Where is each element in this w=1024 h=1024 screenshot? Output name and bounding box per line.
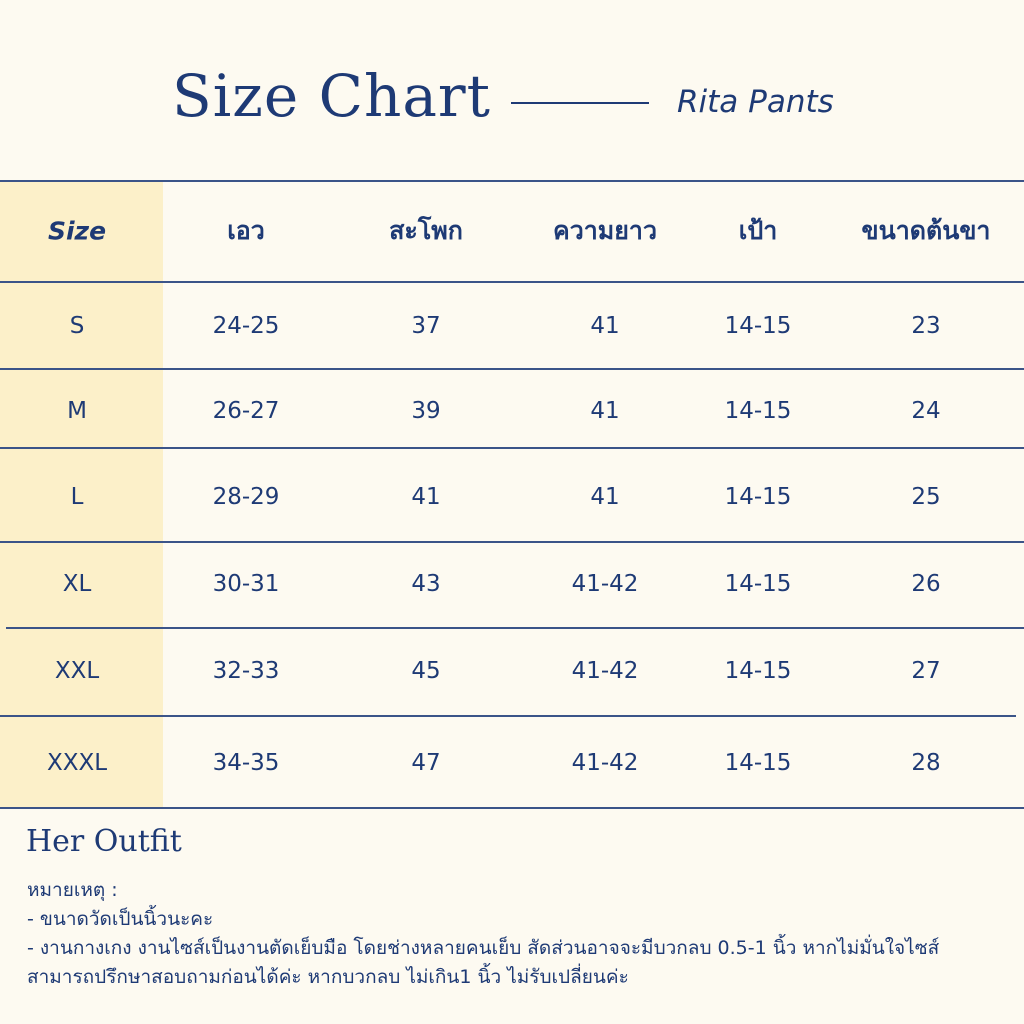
table-bottom-rule xyxy=(0,807,1024,809)
row-divider xyxy=(0,281,1024,283)
measurement-cell-thigh: 23 xyxy=(911,313,941,339)
size-label: XL xyxy=(62,571,92,597)
column-header-hip: สะโพก xyxy=(389,216,463,245)
size-label: XXXL xyxy=(46,750,108,776)
column-header-rise: เป้า xyxy=(738,216,778,245)
measurement-cell-length: 41-42 xyxy=(571,658,639,684)
title-divider xyxy=(511,102,649,104)
measurement-cell-length: 41 xyxy=(590,313,620,339)
measurement-cell-thigh: 25 xyxy=(911,484,941,510)
measurement-cell-rise: 14-15 xyxy=(724,571,792,597)
measurement-cell-waist: 34-35 xyxy=(212,750,280,776)
measurement-cell-hip: 37 xyxy=(411,313,441,339)
size-label: S xyxy=(69,313,85,339)
measurement-cell-waist: 28-29 xyxy=(212,484,280,510)
measurement-cell-rise: 14-15 xyxy=(724,313,792,339)
row-divider xyxy=(0,715,1016,717)
measurement-cell-thigh: 24 xyxy=(911,398,941,424)
measurement-cell-thigh: 26 xyxy=(911,571,941,597)
note-line: สามารถปรึกษาสอบถามก่อนได้ค่ะ หากบวกลบ ไม่เกิน1 นิ้ว ไม่รับเปลี่ยนค่ะ xyxy=(27,966,629,988)
measurement-cell-waist: 32-33 xyxy=(212,658,280,684)
measurement-cell-thigh: 28 xyxy=(911,750,941,776)
note-line: - งานกางเกง งานไซส์เป็นงานตัดเย็บมือ โดยช่างหลายคนเย็บ สัดส่วนอาจจะมีบวกลบ 0.5-1 นิ้ว หากไม่มั่นใจไซส์ xyxy=(27,937,940,959)
measurement-cell-waist: 24-25 xyxy=(212,313,280,339)
measurement-cell-hip: 41 xyxy=(411,484,441,510)
measurement-cell-waist: 30-31 xyxy=(212,571,280,597)
column-header-thigh: ขนาดต้นขา xyxy=(861,216,991,245)
measurement-cell-rise: 14-15 xyxy=(724,658,792,684)
product-name: Rita Pants xyxy=(677,84,834,120)
row-divider xyxy=(0,447,1024,449)
measurement-cell-thigh: 27 xyxy=(911,658,941,684)
measurement-cell-rise: 14-15 xyxy=(724,398,792,424)
note-line: - ขนาดวัดเป็นนิ้วนะคะ xyxy=(27,908,214,930)
measurement-cell-hip: 39 xyxy=(411,398,441,424)
notes-section xyxy=(27,876,1017,992)
measurement-cell-waist: 26-27 xyxy=(212,398,280,424)
column-header-waist: เอว xyxy=(227,216,265,245)
row-divider xyxy=(6,627,1024,629)
measurement-cell-length: 41 xyxy=(590,398,620,424)
row-divider xyxy=(0,541,1024,543)
size-label: M xyxy=(67,398,87,424)
measurement-cell-length: 41-42 xyxy=(571,571,639,597)
column-header-size: Size xyxy=(47,216,107,246)
measurement-cell-rise: 14-15 xyxy=(724,750,792,776)
measurement-cell-length: 41-42 xyxy=(571,750,639,776)
measurement-cell-hip: 43 xyxy=(411,571,441,597)
measurement-cell-hip: 47 xyxy=(411,750,441,776)
size-label: XXL xyxy=(54,658,100,684)
page-title: Size Chart xyxy=(172,62,491,130)
column-header-length: ความยาว xyxy=(552,216,658,245)
table-top-rule xyxy=(0,180,1024,182)
size-label: L xyxy=(70,484,84,510)
measurement-cell-hip: 45 xyxy=(411,658,441,684)
notes-heading: หมายเหตุ : xyxy=(27,879,118,901)
measurement-cell-length: 41 xyxy=(590,484,620,510)
measurement-cell-rise: 14-15 xyxy=(724,484,792,510)
brand-name: Her Outfit xyxy=(26,824,182,859)
row-divider xyxy=(0,368,1024,370)
